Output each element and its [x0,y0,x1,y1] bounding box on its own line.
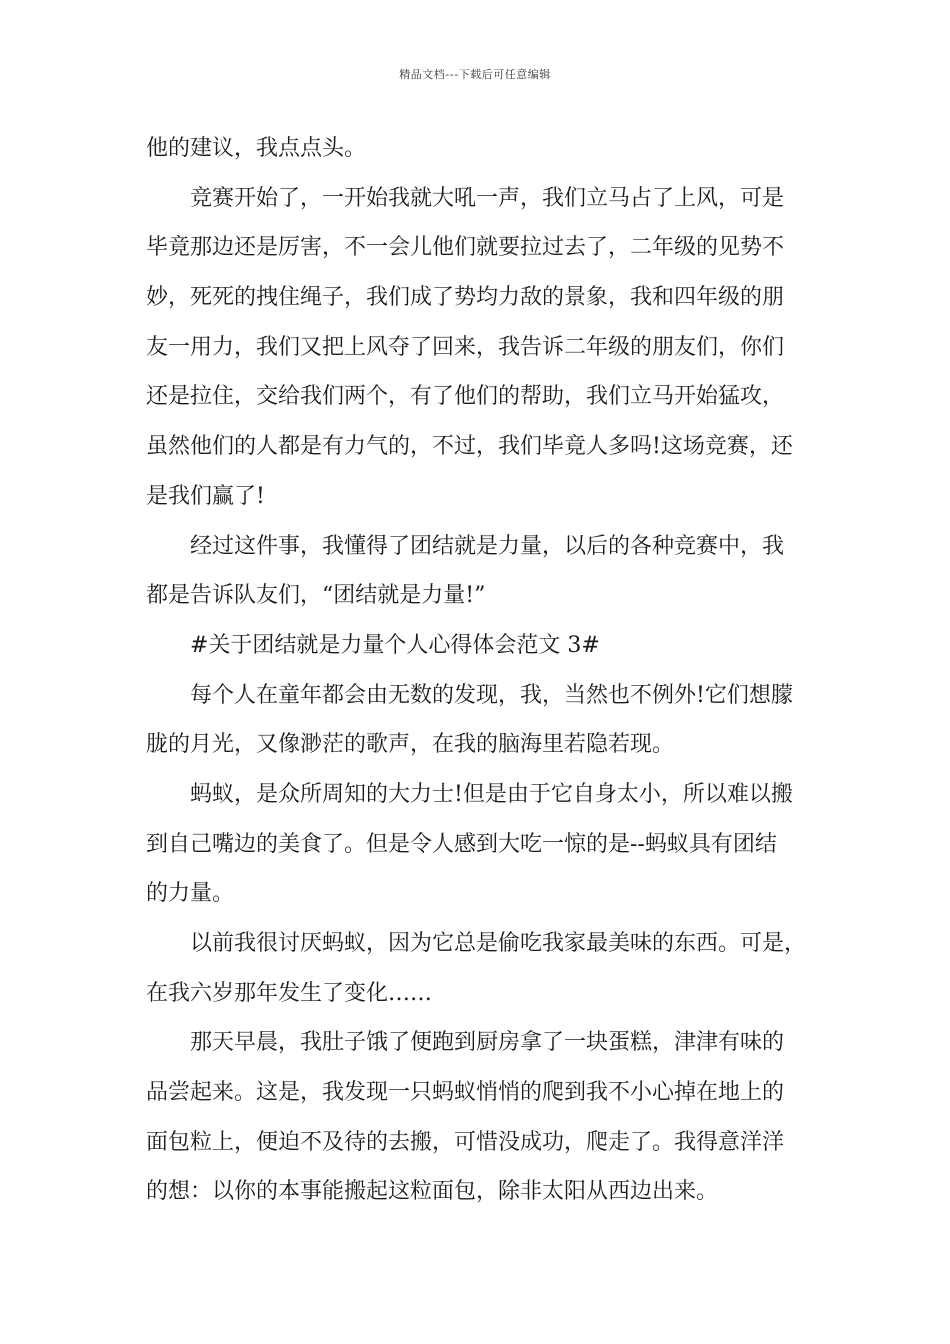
text-line: 还是拉住，交给我们两个，有了他们的帮助，我们立马开始猛攻， [146,384,785,410]
document-body [146,124,826,1217]
section-heading: #关于团结就是力量个人心得体会范文 3# [190,632,600,658]
text-line: 胧的月光，又像渺茫的歌声，在我的脑海里若隐若现。 [146,732,675,758]
text-line: 虽然他们的人都是有力气的，不过，我们毕竟人多吗!这场竞赛，还 [146,434,793,460]
text-line: 的力量。 [146,881,235,907]
text-line: 每个人在童年都会由无数的发现，我，当然也不例外!它们想朦 [190,682,793,708]
text-line: 都是告诉队友们，“团结就是力量!” [146,583,486,609]
page-header: 精品文档---下载后可任意编辑 [399,68,551,81]
text-line: 竞赛开始了，一开始我就大吼一声，我们立马占了上风，可是 [190,185,785,211]
text-line: 蚂蚁，是众所周知的大力士!但是由于它自身太小，所以难以搬 [190,781,793,807]
text-line: 面包粒上，便迫不及待的去搬，可惜没成功，爬走了。我得意洋洋 [146,1129,785,1155]
text-line: 的想：以你的本事能搬起这粒面包，除非太阳从西边出来。 [146,1179,719,1205]
text-line: 到自己嘴边的美食了。但是令人感到大吃一惊的是--蚂蚁具有团结 [146,831,777,857]
text-line: 毕竟那边还是厉害，不一会儿他们就要拉过去了，二年级的见势不 [146,235,785,261]
text-line: 以前我很讨厌蚂蚁，因为它总是偷吃我家最美味的东西。可是， [190,931,807,956]
text-line: 是我们赢了! [146,483,265,509]
text-line: 品尝起来。这是，我发现一只蚂蚁悄悄的爬到我不小心掉在地上的 [146,1080,785,1106]
text-line: 经过这件事，我懂得了团结就是力量，以后的各种竞赛中，我 [190,533,785,559]
text-line: 在我六岁那年发生了变化…… [146,980,433,1006]
text-line: 友一用力，我们又把上风夺了回来，我告诉二年级的朋友们，你们 [146,334,785,360]
text-line: 那天早晨，我肚子饿了便跑到厨房拿了一块蛋糕，津津有味的 [190,1030,785,1056]
text-line: 他的建议，我点点头。 [146,136,367,161]
text-line: 妙，死死的拽住绳子，我们成了势均力敌的景象，我和四年级的朋 [146,285,785,311]
